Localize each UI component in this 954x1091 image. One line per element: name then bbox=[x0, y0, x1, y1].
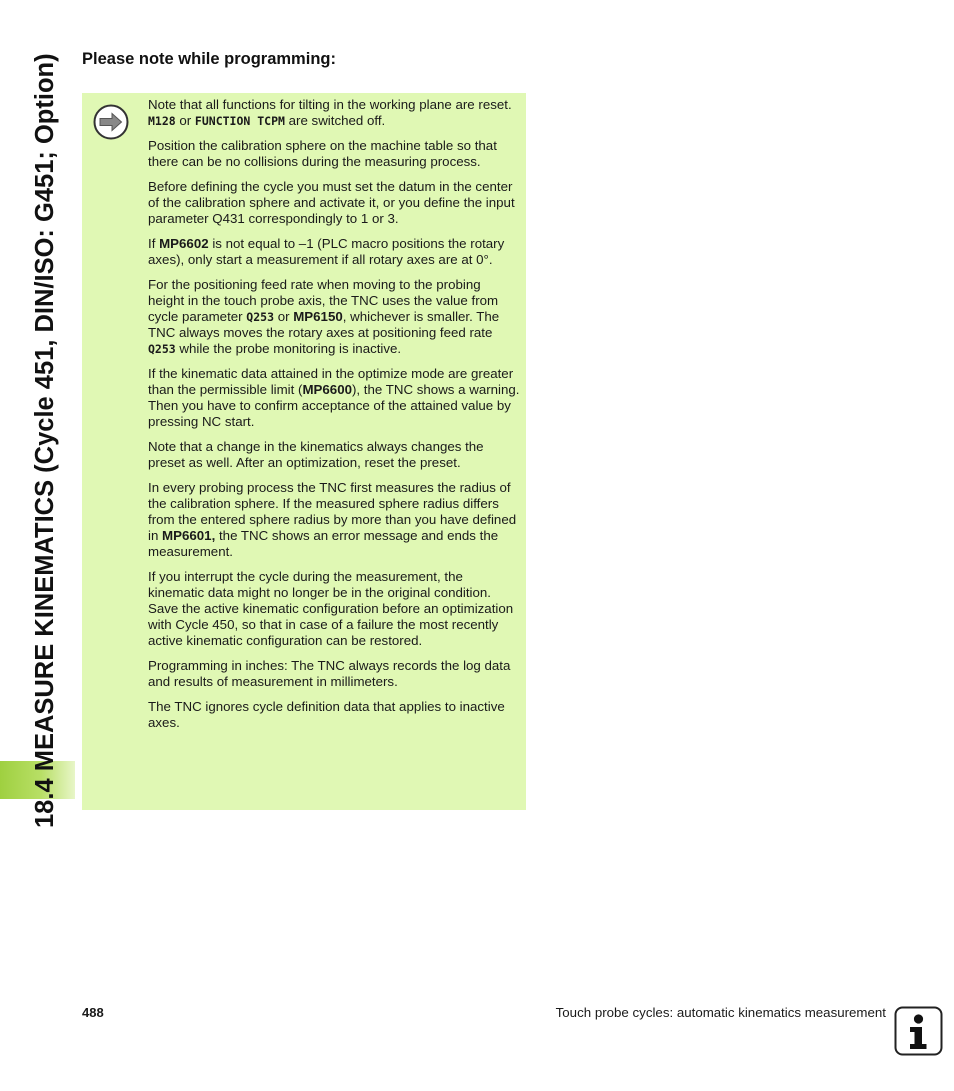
note-paragraph: If you interrupt the cycle during the measurement, the kinematic data might no longer be in the original condition. Save the active kinematic configuration before an optimization with Cycle 450, so that in case of a failure the most recently active kinematic configuration can be restored. bbox=[148, 569, 514, 648]
note-paragraph: Before defining the cycle you must set the datum in the center of the calibration sphere and activate it, or you define the input parameter Q431 correspondingly to 1 or 3. bbox=[148, 179, 515, 226]
chapter-running-head: 18.4 MEASURE KINEMATICS (Cycle 451, DIN/ISO: G451; Option) bbox=[31, 53, 59, 828]
note-paragraph: If MP6602 is not equal to –1 (PLC macro positions the rotary axes), only start a measurement if all rotary axes are at 0°. bbox=[148, 236, 505, 267]
note-paragraph: Programming in inches: The TNC always records the log data and results of measurement in millimeters. bbox=[148, 658, 511, 689]
note-paragraph: For the positioning feed rate when moving to the probing height in the touch probe axis, the TNC uses the value from cycle parameter Q253 or MP6150, whichever is smaller. The TNC always moves the rotary axes at positioning feed rate Q253 while the probe monitoring is inactive. bbox=[148, 277, 500, 356]
note-paragraph: The TNC ignores cycle definition data that applies to inactive axes. bbox=[148, 699, 505, 730]
info-icon bbox=[894, 1006, 943, 1056]
note-paragraph: Note that a change in the kinematics always changes the preset as well. After an optimization, reset the preset. bbox=[148, 439, 484, 470]
note-paragraph: If the kinematic data attained in the optimize mode are greater than the permissible limit (MP6600), the TNC shows a warning. Then you have to confirm acceptance of the attained value by pressing NC start. bbox=[148, 366, 520, 429]
note-text bbox=[148, 97, 520, 740]
note-paragraph: Position the calibration sphere on the machine table so that there can be no collisions during the measuring process. bbox=[148, 138, 497, 169]
page-number: 488 bbox=[82, 1005, 104, 1020]
footer-title: Touch probe cycles: automatic kinematics measurement bbox=[555, 1005, 886, 1020]
section-heading: Please note while programming: bbox=[82, 50, 336, 68]
note-paragraph: In every probing process the TNC first measures the radius of the calibration sphere. If the measured sphere radius differs from the entered sphere radius by more than you have defined in MP6601, the TNC shows an error message and ends the measurement. bbox=[148, 480, 517, 559]
arrow-right-icon bbox=[93, 104, 129, 140]
note-box bbox=[82, 93, 526, 810]
note-paragraph: Note that all functions for tilting in the working plane are reset. M128 or FUNCTION TCPM are switched off. bbox=[148, 97, 512, 128]
